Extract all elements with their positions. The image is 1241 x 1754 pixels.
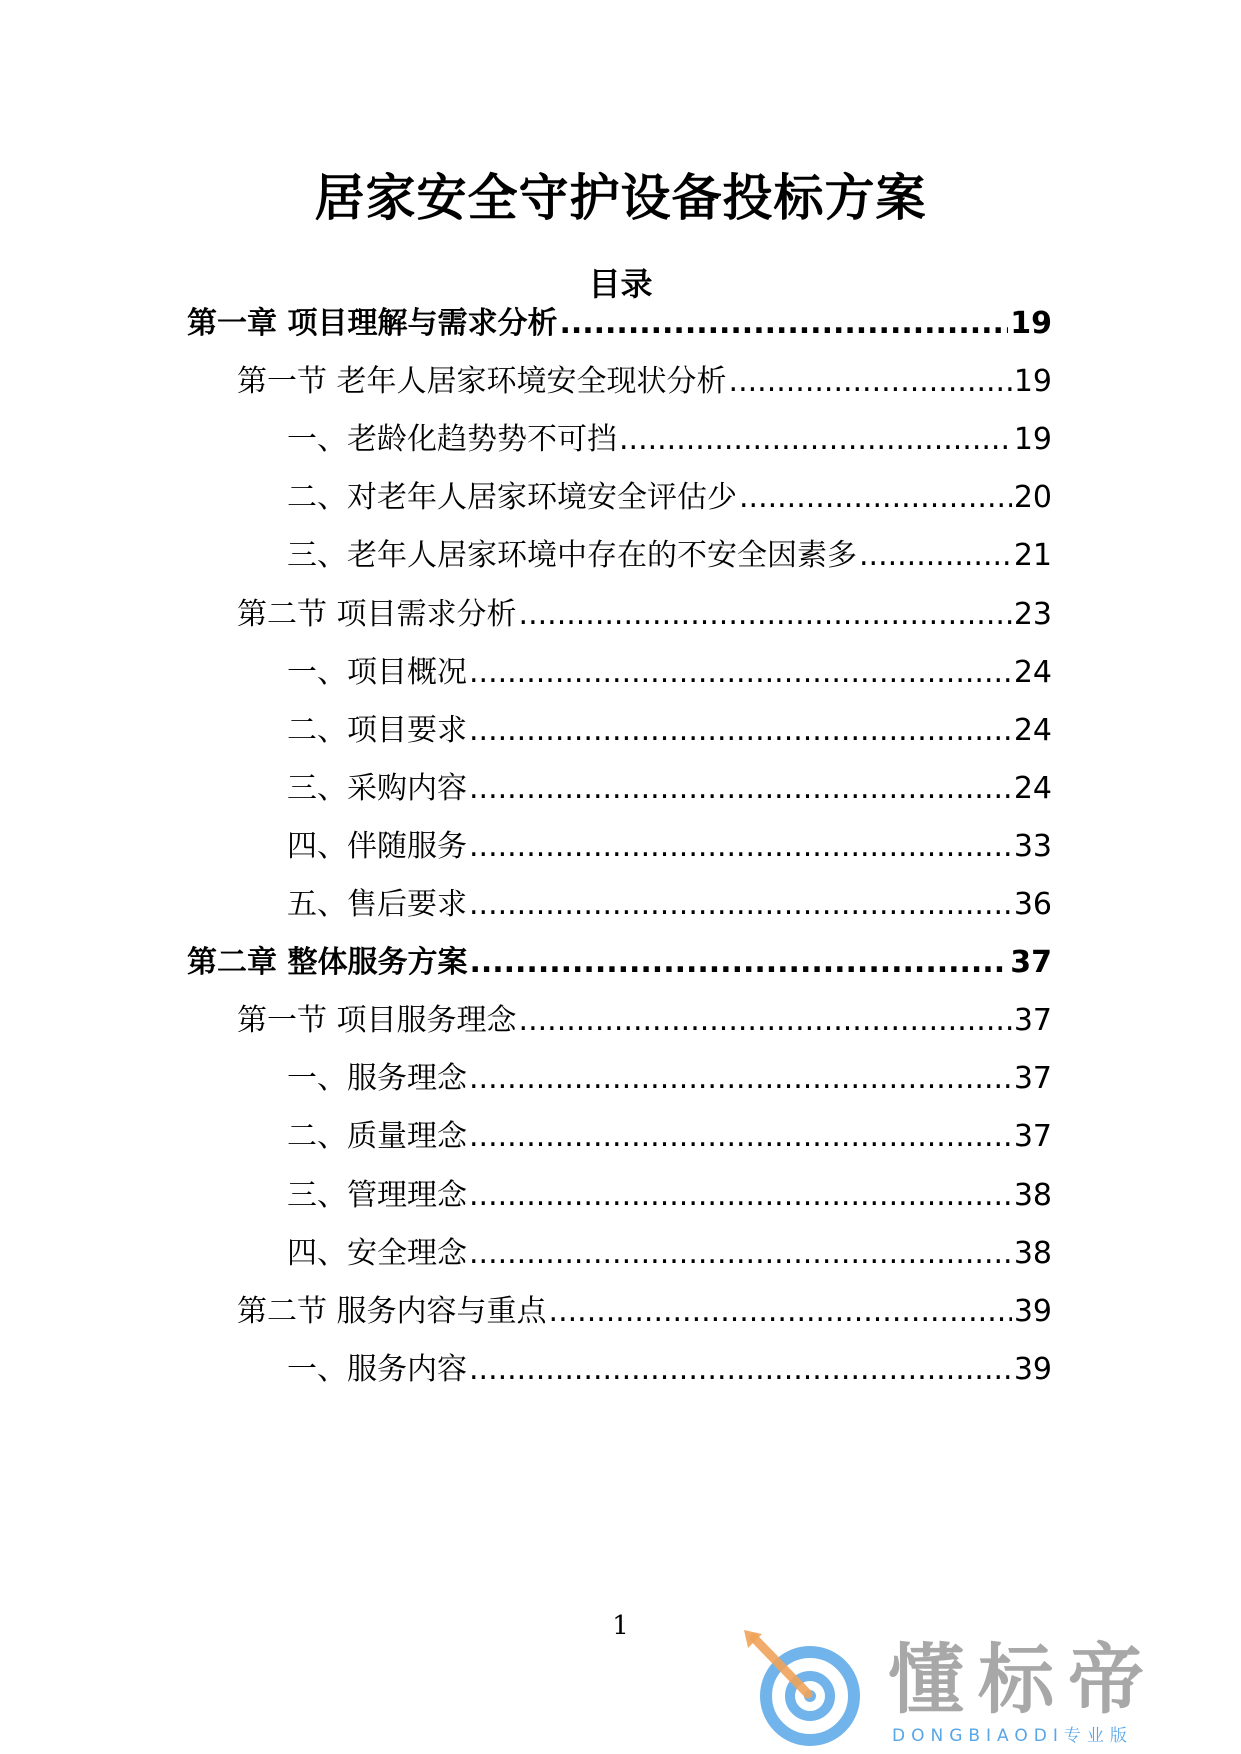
toc-dot-leader: [859, 536, 1012, 576]
toc-subsection-entry[interactable]: [287, 765, 1052, 809]
toc-entry-page: 37: [1013, 1061, 1052, 1097]
toc-entry-label: 第二节 项目需求分析: [237, 596, 517, 632]
toc-dot-leader: [559, 304, 1008, 344]
toc-entry-label: 一、服务内容: [287, 1351, 467, 1387]
toc-entry-page: 38: [1013, 1177, 1052, 1213]
toc-dot-leader: [619, 420, 1012, 460]
document-title: 居家安全守护设备投标方案: [314, 169, 927, 227]
toc-dot-leader: [469, 1117, 1012, 1157]
toc-dot-leader: [469, 653, 1012, 693]
toc-subsection-entry[interactable]: [287, 1230, 1052, 1274]
toc-entry-page: 39: [1013, 1351, 1052, 1387]
watermark-brand: 懂标帝: [888, 1635, 1158, 1724]
toc-dot-leader: [549, 1292, 1012, 1332]
toc-dot-leader: [729, 362, 1012, 402]
toc-subsection-entry[interactable]: [287, 416, 1052, 460]
toc-dot-leader: [469, 943, 1008, 983]
toc-dot-leader: [519, 1001, 1012, 1041]
watermark-subtitle: DONGBIAODI专业版: [892, 1726, 1133, 1746]
toc-heading: 目录: [588, 265, 653, 303]
toc-dot-leader: [519, 595, 1012, 635]
toc-entry-label: 第一节 项目服务理念: [237, 1003, 517, 1039]
toc-subsection-entry[interactable]: [287, 823, 1052, 867]
toc-entry-label: 三、老年人居家环境中存在的不安全因素多: [287, 538, 857, 574]
target-arrow-icon: [740, 1630, 868, 1748]
toc-entry-page: 37: [1010, 945, 1052, 981]
toc-subsection-entry[interactable]: [287, 532, 1052, 576]
toc-dot-leader: [469, 711, 1012, 751]
toc-entry-label: 一、项目概况: [287, 654, 467, 690]
toc-entry-page: 20: [1013, 480, 1052, 516]
toc-entry-page: 19: [1013, 422, 1052, 458]
toc-subsection-entry[interactable]: [287, 1113, 1052, 1157]
toc-dot-leader: [469, 1350, 1012, 1390]
toc-subsection-entry[interactable]: [287, 1172, 1052, 1216]
toc-entry-page: 36: [1013, 887, 1052, 922]
toc-chapter-entry[interactable]: [187, 300, 1052, 344]
toc-entry-label: 四、安全理念: [287, 1235, 467, 1271]
toc-entry-label: 二、项目要求: [287, 712, 467, 748]
watermark: [740, 1630, 1220, 1748]
toc-dot-leader: [739, 478, 1012, 518]
toc-subsection-entry[interactable]: [287, 881, 1052, 925]
page-number: 1: [612, 1611, 629, 1641]
toc-section-entry[interactable]: [237, 997, 1052, 1041]
toc-dot-leader: [469, 885, 1012, 925]
toc-entry-page: 23: [1013, 596, 1052, 632]
toc-dot-leader: [469, 1059, 1012, 1099]
toc-entry-page: 37: [1013, 1119, 1052, 1155]
toc-subsection-entry[interactable]: [287, 474, 1052, 518]
toc-entry-label: 二、对老年人居家环境安全评估少: [287, 480, 737, 516]
toc-entry-page: 39: [1013, 1293, 1052, 1329]
toc-entry-label: 三、管理理念: [287, 1177, 467, 1213]
toc-section-entry[interactable]: [237, 1288, 1052, 1332]
toc-subsection-entry[interactable]: [287, 707, 1052, 751]
toc-entry-page: 38: [1013, 1235, 1052, 1271]
toc-entry-page: 33: [1013, 828, 1052, 864]
toc-entry-label: 一、服务理念: [287, 1061, 467, 1097]
toc-entry-label: 第一章 项目理解与需求分析: [187, 306, 558, 341]
toc-entry-label: 四、伴随服务: [287, 828, 467, 864]
toc-entry-label: 五、售后要求: [287, 887, 467, 922]
toc-dot-leader: [469, 1234, 1012, 1274]
toc-entry-label: 第二节 服务内容与重点: [237, 1293, 547, 1329]
toc-subsection-entry[interactable]: [287, 1055, 1052, 1099]
toc-dot-leader: [469, 827, 1012, 867]
toc-subsection-entry[interactable]: [287, 649, 1052, 693]
toc-section-entry[interactable]: [237, 358, 1052, 402]
toc-chapter-entry[interactable]: [187, 939, 1052, 983]
toc-entry-page: 24: [1013, 770, 1052, 806]
toc-entry-page: 24: [1013, 712, 1052, 748]
toc-entry-label: 第一节 老年人居家环境安全现状分析: [237, 364, 727, 400]
toc-subsection-entry[interactable]: [287, 1346, 1052, 1390]
toc-entry-page: 21: [1013, 538, 1052, 574]
toc-dot-leader: [469, 1176, 1012, 1216]
toc-entry-label: 二、质量理念: [287, 1119, 467, 1155]
toc-entry-page: 37: [1013, 1003, 1052, 1039]
toc-entry-label: 一、老龄化趋势势不可挡: [287, 422, 617, 458]
toc-dot-leader: [469, 769, 1012, 809]
toc-entry-page: 19: [1010, 306, 1052, 341]
toc-entry-page: 19: [1013, 364, 1052, 400]
toc-entry-label: 三、采购内容: [287, 770, 467, 806]
toc-section-entry[interactable]: [237, 591, 1052, 635]
toc-entry-page: 24: [1013, 654, 1052, 690]
toc-entry-label: 第二章 整体服务方案: [187, 945, 468, 981]
